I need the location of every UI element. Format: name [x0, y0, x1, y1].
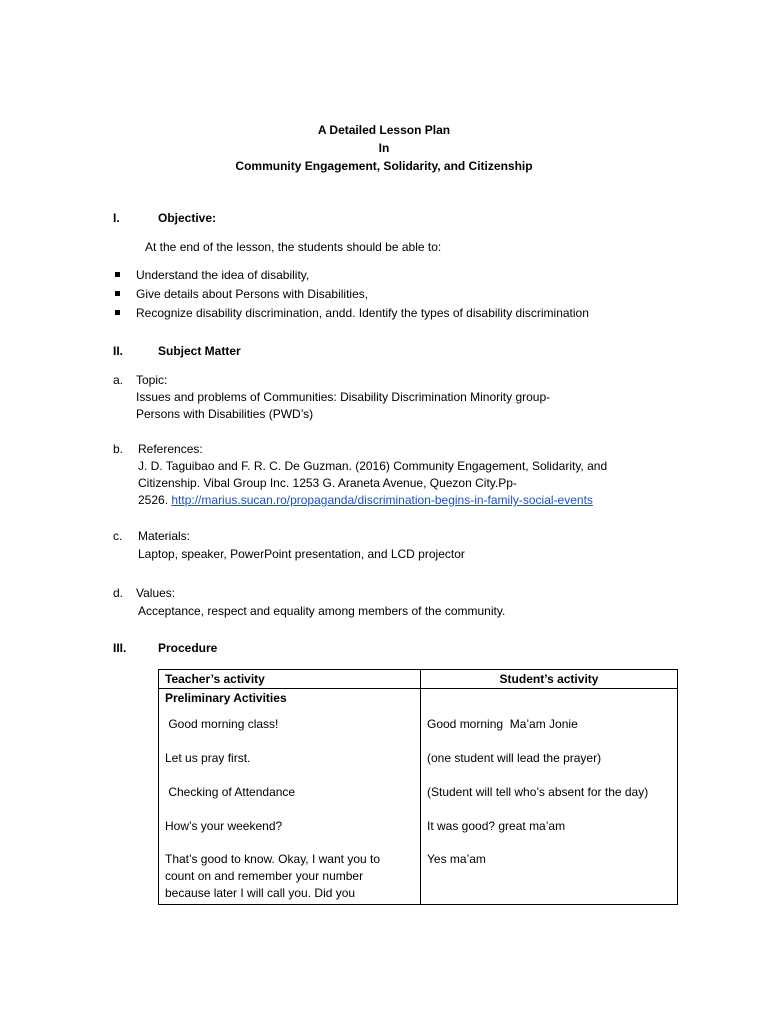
bullet-marker	[115, 291, 120, 296]
references-line-3	[138, 491, 593, 509]
materials-text: Laptop, speaker, PowerPoint presentation, and LCD projector	[138, 547, 465, 561]
bullet-marker	[115, 310, 120, 315]
references-pages: 2526.	[138, 493, 169, 507]
materials-label: Materials:	[138, 529, 191, 543]
table-row	[159, 689, 678, 905]
col-header-teacher: Teacher’s activity	[159, 670, 421, 689]
section-heading: Preliminary Activities	[165, 691, 287, 705]
table-header-row	[159, 670, 678, 689]
title-line-2: In	[378, 141, 390, 155]
objective-bullet-1: Understand the idea of disability,	[136, 268, 310, 282]
empty-spacer	[427, 689, 671, 715]
references-label: References:	[138, 442, 203, 456]
teacher-line: count on and remember your number	[165, 869, 364, 883]
topic-label: Topic:	[136, 373, 168, 387]
bullet-marker	[115, 272, 120, 277]
student-line: It was good? great ma’am	[427, 819, 566, 833]
objective-bullet-3: Recognize disability discrimination, andd. Identify the types of disability discrimination	[136, 306, 589, 320]
values-label: Values:	[136, 586, 176, 600]
procedure-heading: Procedure	[158, 641, 218, 655]
teacher-line: How’s your weekend?	[165, 819, 283, 833]
student-line: Good morning Ma’am Jonie	[427, 717, 578, 731]
references-letter: b.	[113, 442, 124, 456]
teacher-line: because later I will call you. Did you	[165, 886, 356, 900]
topic-letter: a.	[113, 373, 124, 387]
objective-bullet-2: Give details about Persons with Disabilities,	[136, 287, 369, 301]
teacher-line: Let us pray first.	[165, 751, 251, 765]
student-line: (one student will lead the prayer)	[427, 751, 602, 765]
teacher-line: Checking of Attendance	[165, 785, 296, 799]
objective-heading: Objective:	[158, 211, 217, 225]
values-letter: d.	[113, 586, 124, 600]
references-link[interactable]: http://marius.sucan.ro/propaganda/discrimination-begins-in-family-social-events	[171, 493, 593, 507]
teacher-cell	[159, 689, 421, 905]
topic-line-1: Issues and problems of Communities: Disability Discrimination Minority group-	[136, 390, 551, 404]
topic-line-2: Persons with Disabilities (PWD’s)	[136, 407, 314, 421]
title-line-1: A Detailed Lesson Plan	[317, 123, 451, 137]
teacher-line: That’s good to know. Okay, I want you to	[165, 852, 381, 866]
student-cell	[421, 689, 678, 905]
procedure-numeral: III.	[113, 641, 127, 655]
objective-intro: At the end of the lesson, the students should be able to:	[145, 240, 442, 254]
materials-letter: c.	[113, 529, 123, 543]
references-line-2: Citizenship. Vibal Group Inc. 1253 G. Araneta Avenue, Quezon City.Pp-	[138, 476, 517, 490]
title-line-3: Community Engagement, Solidarity, and Citizenship	[235, 159, 533, 173]
references-line-1: J. D. Taguibao and F. R. C. De Guzman. (2016) Community Engagement, Solidarity, and	[138, 459, 608, 473]
col-header-student: Student’s activity	[421, 670, 678, 689]
values-text: Acceptance, respect and equality among members of the community.	[138, 604, 506, 618]
teacher-line: Good morning class!	[165, 717, 279, 731]
student-line: Yes ma’am	[427, 852, 486, 866]
procedure-table	[158, 669, 678, 905]
subject-heading: Subject Matter	[158, 344, 241, 358]
student-line: (Student will tell who’s absent for the day)	[427, 785, 649, 799]
subject-numeral: II.	[113, 344, 124, 358]
objective-numeral: I.	[113, 211, 120, 225]
